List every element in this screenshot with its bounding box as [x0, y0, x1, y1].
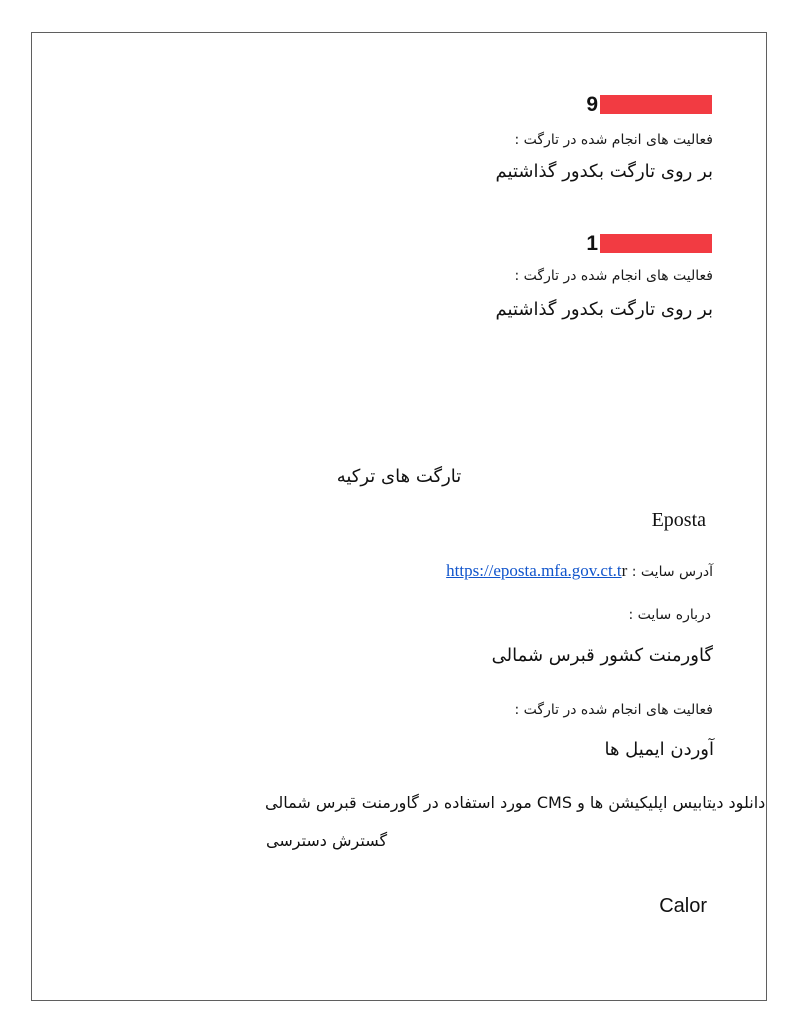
- redacted-target-heading-2: [586, 234, 712, 253]
- turkey-targets-title: تارگت های ترکیه: [336, 466, 462, 487]
- activity-backdoor-line: بر روی تارگت بکدور گذاشتیم: [495, 299, 713, 320]
- activity-fetch-emails: آوردن ایمیل ها: [604, 739, 714, 760]
- site-address-line: [446, 561, 713, 581]
- redaction-box: [600, 234, 712, 253]
- activity-backdoor-line: بر روی تارگت بکدور گذاشتیم: [495, 161, 713, 182]
- activity-cms-database-download: دانلود دیتابیس اپلیکیشن ها و CMS مورد استفاده در گاورمنت قبرس شمالی: [265, 793, 766, 812]
- target-number: 9: [586, 93, 598, 116]
- activity-expand-access: گسترش دسترسی: [266, 831, 388, 850]
- activities-label: فعالیت های انجام شده در تارگت :: [514, 132, 713, 148]
- target-name-eposta: Eposta: [651, 509, 706, 531]
- target-name-calor: Calor: [659, 895, 707, 917]
- target-number: 1: [586, 232, 598, 255]
- redacted-target-heading-1: [586, 95, 712, 114]
- about-site-text: گاورمنت کشور قبرس شمالی: [491, 645, 713, 666]
- redaction-box: [600, 95, 712, 114]
- eposta-site-hyperlink[interactable]: https://eposta.mfa.gov.ct.t: [446, 561, 622, 580]
- site-url-tail: r: [621, 561, 628, 580]
- site-address-label: آدرس سایت :: [627, 564, 713, 580]
- activities-label: فعالیت های انجام شده در تارگت :: [514, 702, 713, 718]
- about-site-label: درباره سایت :: [628, 607, 711, 623]
- activities-label: فعالیت های انجام شده در تارگت :: [514, 268, 713, 284]
